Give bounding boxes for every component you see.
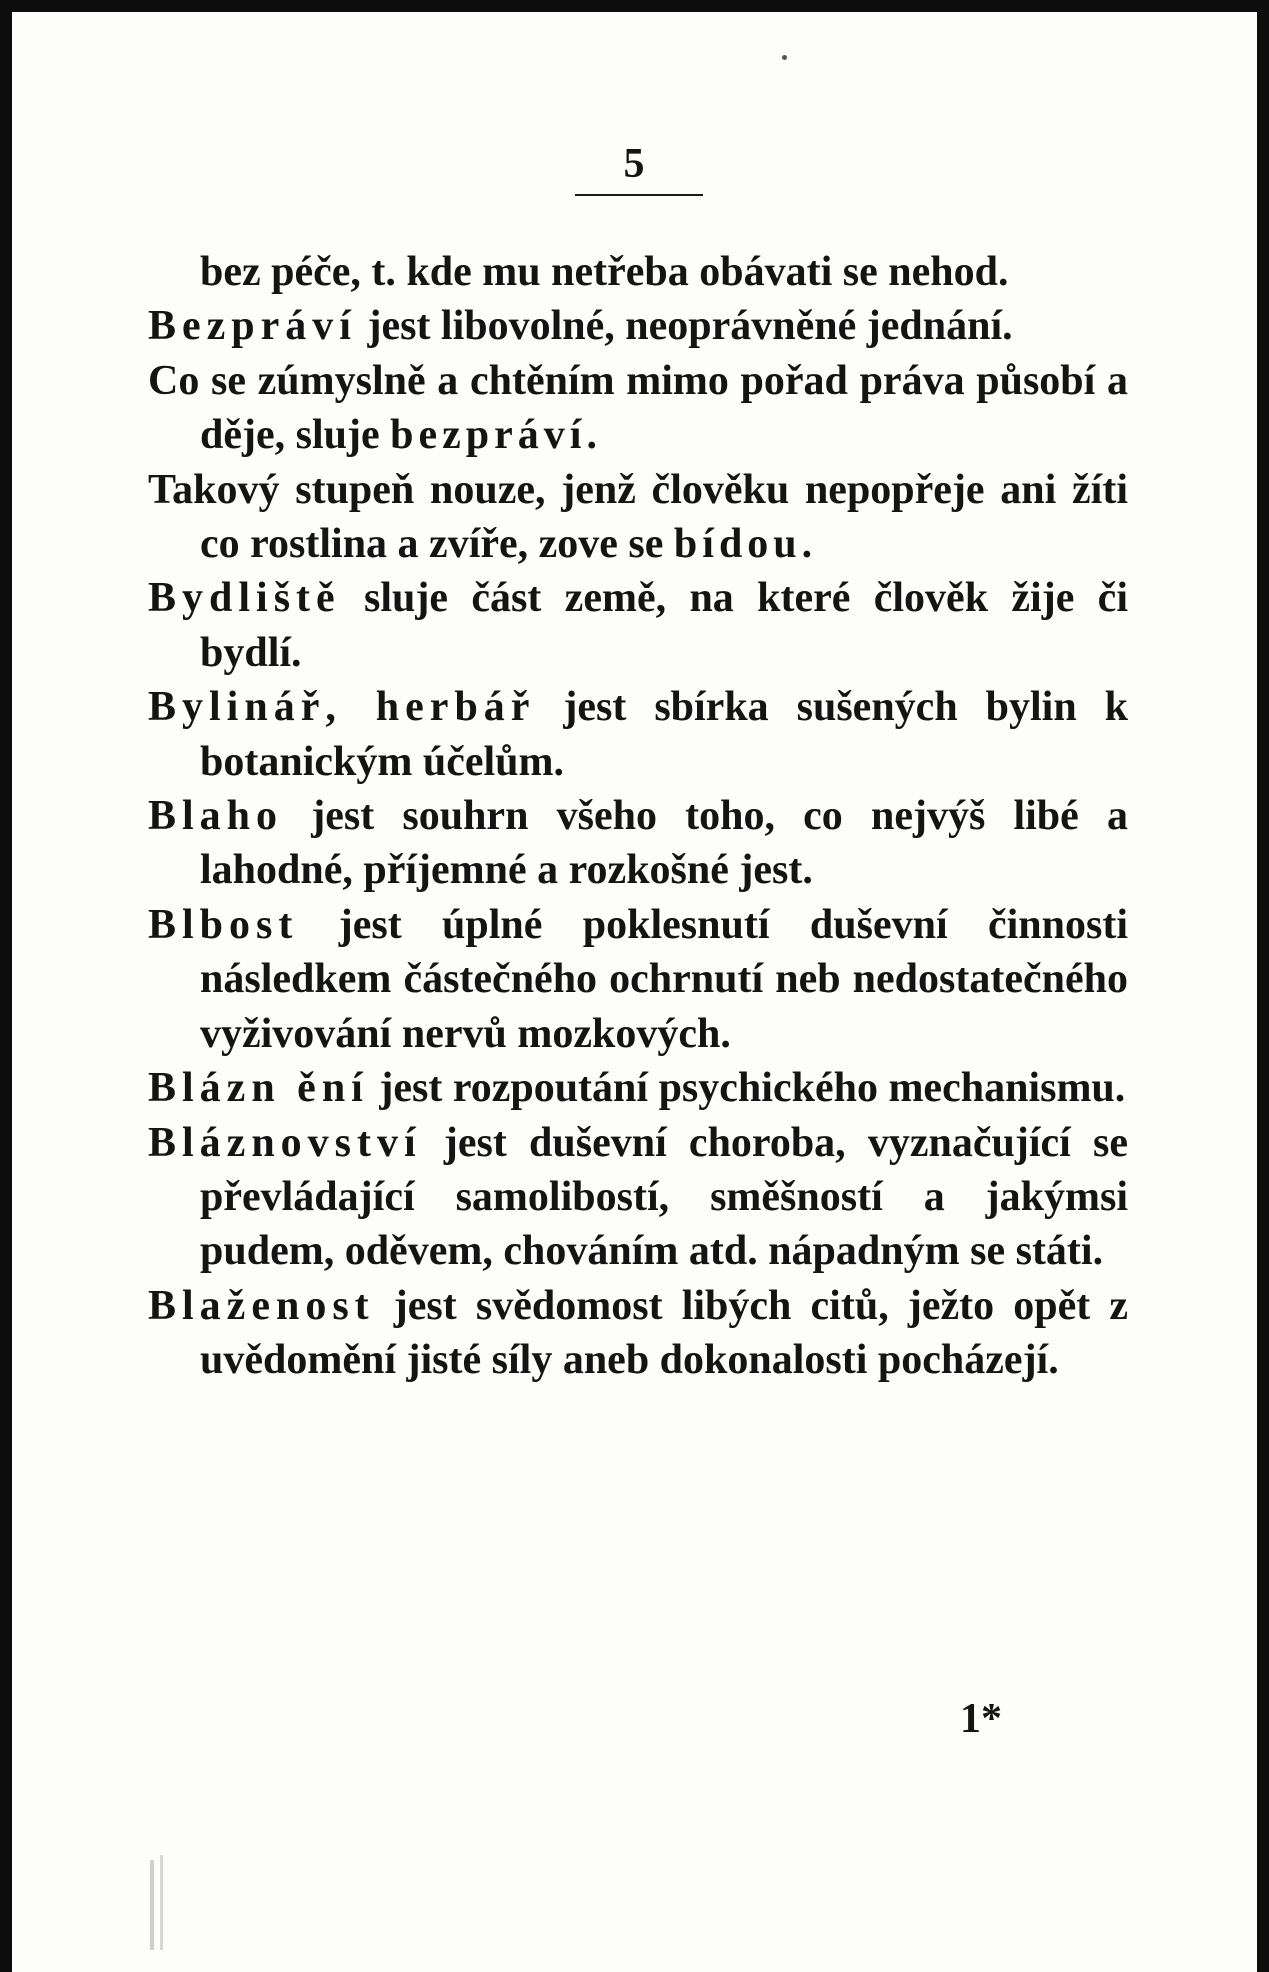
entry-text: jest libovolné, neoprávněné jednání. — [356, 303, 1013, 350]
entry-bezpravi — [148, 299, 1128, 353]
entry-text: jest sbírka sušených bylin k botanickým účelům. — [200, 684, 1128, 785]
entry-blazenost — [148, 1279, 1128, 1388]
entry-text: jest rozpoutání psychického mechanismu. — [368, 1065, 1126, 1112]
scan-border-top — [0, 0, 1269, 12]
entry-term: Blaženost — [148, 1282, 375, 1329]
entry-term: Bláznovství — [148, 1119, 422, 1166]
entry-term: Blázn ění — [148, 1065, 369, 1112]
entry-term: Blaho — [148, 793, 284, 840]
entry-text: jest duševní choroba, vyznačující se převládající samolibostí, směšností a jakýmsi pudem, oděvem, chováním atd. nápadným se státi. — [200, 1119, 1128, 1275]
entry-continuation — [148, 245, 1128, 299]
entry-text: jest úplné poklesnutí duševní činnosti následkem částečného ochrnutí neb nedostatečného vyživování nervů mozkových. — [200, 901, 1128, 1057]
entry-bida — [148, 463, 1128, 572]
entry-text: bez péče, t. kde mu netřeba obávati se nehod. — [200, 249, 1009, 295]
scan-border-left — [0, 0, 12, 1972]
entry-bydliste — [148, 571, 1128, 680]
entry-blaho — [148, 789, 1128, 898]
dictionary-text — [148, 245, 1128, 1388]
entry-text: Co se zúmyslně a chtěním mimo pořad práva působí a děje, sluje — [148, 357, 1128, 459]
entry-text: jest svědomost libých citů, ježto opět z uvědomění jisté síly aneb dokonalosti pocházejí. — [200, 1282, 1128, 1384]
entry-text: Takový stupeň nouze, jenž člověku nepopřeje ani žíti co rostlina a zvíře, zove se — [148, 466, 1128, 568]
entry-term: Blbost — [148, 901, 299, 948]
entry-emphasis: bídou — [673, 521, 802, 568]
page-number: 5 — [623, 141, 646, 187]
entry-blaznovstvi — [148, 1116, 1128, 1279]
entry-tail: . — [586, 412, 597, 459]
entry-term: Bezpráví — [148, 303, 357, 350]
entry-tail: . — [801, 521, 813, 568]
scan-margin-mark — [150, 1860, 154, 1950]
entry-text: jest souhrn všeho toho, co nejvýš libé a lahodné, příjemné a rozkošné jest. — [200, 793, 1128, 894]
scan-border-right — [1257, 0, 1269, 1972]
entry-blbost — [148, 898, 1128, 1061]
entry-bezpravi-definition — [148, 354, 1128, 463]
entry-term: Bydliště — [148, 575, 341, 622]
entry-term: Bylinář, herbář — [148, 684, 536, 731]
scan-margin-mark — [160, 1855, 163, 1950]
entry-text: sluje část země, na které člověk žije či bydlí. — [200, 575, 1128, 676]
signature-mark: 1* — [960, 1696, 1002, 1742]
page-number-rule — [575, 194, 703, 196]
entry-emphasis: bezpráví — [390, 412, 587, 459]
entry-bylinar — [148, 680, 1128, 789]
scan-speck — [782, 55, 787, 60]
entry-blazneni — [148, 1061, 1128, 1115]
